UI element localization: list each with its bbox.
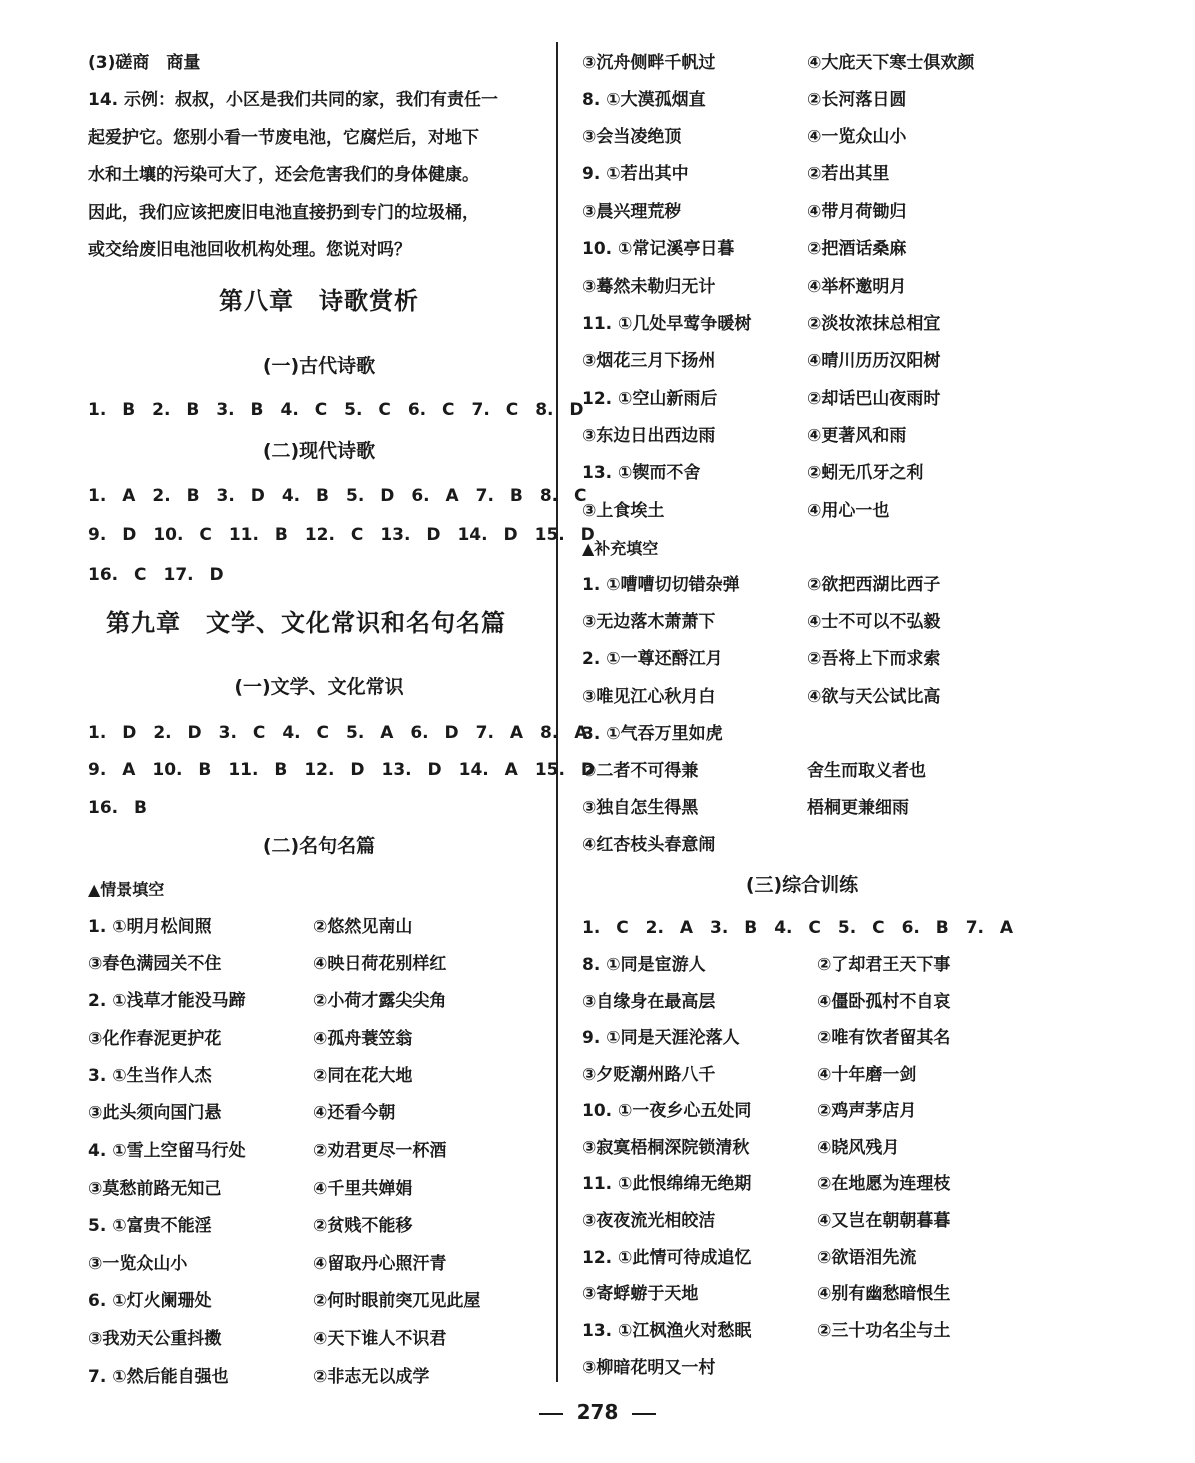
section-modern-poetry: (二)现代诗歌 (262, 440, 376, 462)
answers-modern-poetry: 16. C 17. D (88, 565, 224, 585)
page-number: 278 (576, 1400, 619, 1424)
fill-row: 4. ①雪上空留马行处 ②劝君更尽一杯酒 (88, 1141, 447, 1161)
training-row: 9. ①同是天涯沦落人 ②唯有饮者留其名 (582, 1028, 951, 1048)
section-famous-lines: (二)名句名篇 (262, 835, 376, 857)
training-row: 13. ①江枫渔火对愁眠 ②三十功名尘与土 (582, 1321, 951, 1341)
chapter-9-title: 第九章 文学、文化常识和名句名篇 (106, 609, 506, 637)
fill-row: ③烟花三月下扬州 ④晴川历历汉阳树 (582, 351, 941, 371)
fill-row: ③化作春泥更护花 ④孤舟蓑笠翁 (88, 1029, 413, 1049)
answers-literary-knowledge: 16. B (88, 798, 147, 818)
fill-in-heading: ▲情景填空 (88, 880, 165, 899)
fill-row: 13. ①锲而不舍 ②蚓无爪牙之利 (582, 463, 924, 483)
fill-row: ③我劝天公重抖擞 ④天下谁人不识君 (88, 1329, 447, 1349)
answer-14-line: 起爱护它。您别小看一节废电池，它腐烂后，对地下 (88, 128, 479, 148)
fill-row: ③晨兴理荒秽 ④带月荷锄归 (582, 202, 907, 222)
supplement-row: ③无边落木萧萧下 ④士不可以不弘毅 (582, 612, 941, 632)
fill-row: 1. ①明月松间照 ②悠然见南山 (88, 917, 413, 937)
fill-row: 2. ①浅草才能没马蹄 ②小荷才露尖尖角 (88, 991, 447, 1011)
supplement-row: 1. ①嘈嘈切切错杂弹 ②欲把西湖比西子 (582, 575, 941, 595)
fill-row: 9. ①若出其中 ②若出其里 (582, 164, 890, 184)
supplement-heading: ▲补充填空 (582, 539, 659, 558)
fill-row: ③春色满园关不住 ④映日荷花别样红 (88, 954, 447, 974)
supplement-row: 3. ①气吞万里如虎 (582, 724, 723, 744)
fill-row: 7. ①然后能自强也 ②非志无以成学 (88, 1367, 430, 1387)
training-row: ③寂寞梧桐深院锁清秋 ④晓风残月 (582, 1138, 900, 1158)
fill-row: 10. ①常记溪亭日暮 ②把酒话桑麻 (582, 239, 907, 259)
answers-literary-knowledge: 1. D 2. D 3. C 4. C 5. A 6. D 7. A 8. A (88, 723, 588, 743)
answer-14-line: 因此，我们应该把废旧电池直接扔到专门的垃圾桶， (88, 203, 479, 223)
fill-row: ③会当凌绝顶 ④一览众山小 (582, 127, 907, 147)
section-literary-knowledge: (一)文学、文化常识 (234, 676, 404, 698)
answers-modern-poetry: 1. A 2. B 3. D 4. B 5. D 6. A 7. B 8. C (88, 486, 587, 506)
fill-row: ③莫愁前路无知己 ④千里共婵娟 (88, 1179, 413, 1199)
fill-row: ③一览众山小 ④留取丹心照汗青 (88, 1254, 447, 1274)
supplement-row: ③唯见江心秋月白 ④欲与天公试比高 (582, 687, 941, 707)
answer-14-line: 或交给废旧电池回收机构处理。您说对吗？ (88, 240, 411, 260)
answer-13-3: (3)磋商 商量 (88, 53, 201, 73)
fill-row: 8. ①大漠孤烟直 ②长河落日圆 (582, 90, 907, 110)
footer-dash (539, 1413, 563, 1415)
fill-row: 5. ①富贵不能淫 ②贫贱不能移 (88, 1216, 413, 1236)
column-divider (556, 42, 558, 1382)
chapter-8-title: 第八章 诗歌赏析 (219, 287, 419, 315)
training-row: ③柳暗花明又一村 (582, 1358, 716, 1378)
page-footer (0, 1400, 1195, 1424)
fill-row: ③此头须向国门悬 ④还看今朝 (88, 1103, 396, 1123)
training-row: 12. ①此情可待成追忆 ②欲语泪先流 (582, 1248, 917, 1268)
training-row: ③自缘身在最高层 ④僵卧孤村不自哀 (582, 992, 951, 1012)
training-row: 11. ①此恨绵绵无绝期 ②在地愿为连理枝 (582, 1174, 951, 1194)
fill-row: ③上食埃土 ④用心一也 (582, 501, 890, 521)
training-row: 8. ①同是宦游人 ②了却君王天下事 (582, 955, 951, 975)
answers-comprehensive: 1. C 2. A 3. B 4. C 5. C 6. B 7. A (582, 918, 1014, 938)
fill-row: 12. ①空山新雨后 ②却话巴山夜雨时 (582, 389, 941, 409)
supplement-row: ④红杏枝头春意闹 (582, 835, 716, 855)
answer-14-line: 水和土壤的污染可大了，还会危害我们的身体健康。 (88, 165, 479, 185)
supplement-row: ③独自怎生得黑 梧桐更兼细雨 (582, 798, 909, 818)
fill-row: ③蓦然未勒归无计 ④举杯邀明月 (582, 277, 907, 297)
fill-row: ③沉舟侧畔千帆过 ④大庇天下寒士俱欢颜 (582, 53, 975, 73)
answers-literary-knowledge: 9. A 10. B 11. B 12. D 13. D 14. A 15. D (88, 760, 595, 780)
training-row: ③夕贬潮州路八千 ④十年磨一剑 (582, 1065, 917, 1085)
answers-modern-poetry: 9. D 10. C 11. B 12. C 13. D 14. D 15. D (88, 525, 595, 545)
fill-row: 6. ①灯火阑珊处 ②何时眼前突兀见此屋 (88, 1291, 481, 1311)
fill-row: ③东边日出西边雨 ④更著风和雨 (582, 426, 907, 446)
supplement-row: 2. ①一尊还酹江月 ②吾将上下而求索 (582, 649, 941, 669)
training-row: 10. ①一夜乡心五处同 ②鸡声茅店月 (582, 1101, 917, 1121)
supplement-row: ②二者不可得兼 舍生而取义者也 (582, 761, 926, 781)
fill-row: 3. ①生当作人杰 ②同在花大地 (88, 1066, 413, 1086)
answers-ancient-poetry: 1. B 2. B 3. B 4. C 5. C 6. C 7. C 8. D (88, 400, 584, 420)
section-comprehensive-training: (三)综合训练 (745, 874, 859, 896)
footer-dash (632, 1413, 656, 1415)
answer-14-line: 14. 示例：叔叔，小区是我们共同的家，我们有责任一 (88, 90, 499, 110)
training-row: ③夜夜流光相皎洁 ④又岂在朝朝暮暮 (582, 1211, 951, 1231)
training-row: ③寄蜉蝣于天地 ④别有幽愁暗恨生 (582, 1284, 951, 1304)
section-ancient-poetry: (一)古代诗歌 (262, 355, 376, 377)
fill-row: 11. ①几处早莺争暖树 ②淡妆浓抹总相宜 (582, 314, 941, 334)
